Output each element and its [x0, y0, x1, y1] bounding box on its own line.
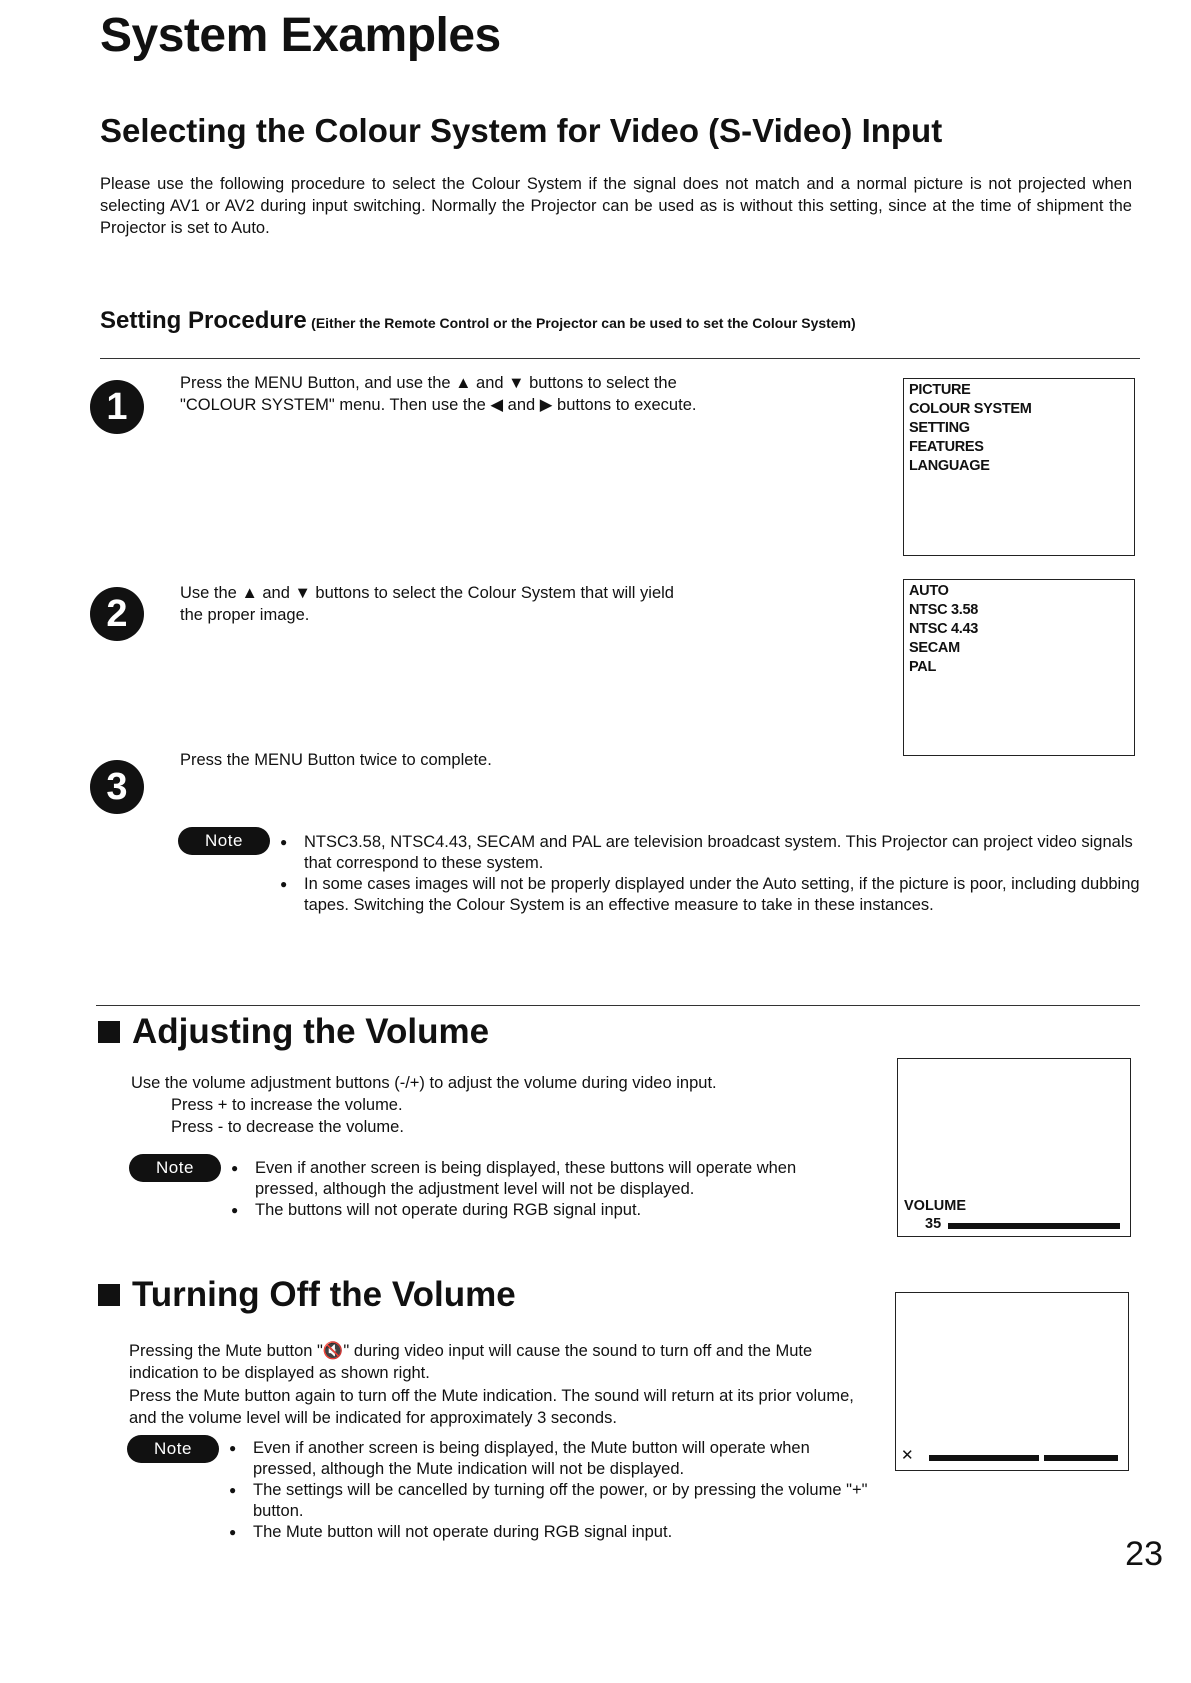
procedure-heading-main: Setting Procedure	[100, 307, 307, 334]
divider-2	[96, 1005, 1140, 1006]
step-1-text: Press the MENU Button, and use the ▲ and ▼ buttons to select the "COLOUR SYSTEM" menu. Then use the ◀ and ▶ buttons to execute.	[180, 374, 697, 414]
note-list-3	[229, 1438, 874, 1543]
note-badge-2: Note	[129, 1154, 221, 1182]
step-2-text: Use the ▲ and ▼ buttons to select the Colour System that will yield the proper image.	[180, 584, 674, 624]
menu-item-features: FEATURES	[909, 439, 984, 455]
step-1-number: 1	[90, 380, 144, 434]
menu-item-auto: AUTO	[909, 583, 949, 599]
mute-icon: ✕	[901, 1447, 914, 1464]
menu-item-ntsc-358: NTSC 3.58	[909, 602, 979, 618]
section-title-colour-system: Selecting the Colour System for Video (S-Video) Input	[100, 112, 943, 149]
procedure-heading-sub: (Either the Remote Control or the Projector can be used to set the Colour System)	[311, 315, 856, 331]
menu-screen-colour-system	[903, 579, 1135, 756]
menu-item-colour-system: COLOUR SYSTEM	[909, 401, 1032, 417]
volume-bar-track	[948, 1223, 1120, 1229]
note-3-item-3: ● The Mute button will not operate during RGB signal input.	[229, 1522, 874, 1543]
step-2-number: 2	[90, 587, 144, 641]
section-title-mute	[98, 1275, 516, 1315]
menu-item-pal: PAL	[909, 659, 937, 675]
intro-paragraph: Please use the following procedure to select the Colour System if the signal does not match and a normal picture is not projected when selecting AV1 or AV2 during input switching. Normally the Projector can be used as is without this setting, since at the time of shipment the Projector is set to Auto.	[100, 175, 1132, 237]
volume-value: 35	[925, 1216, 942, 1232]
mute-paragraph-2: Press the Mute button again to turn off the Mute indication. The sound will return at its prior volume, and the volume level will be indicated for approximately 3 seconds.	[129, 1387, 854, 1427]
section-title-volume-text: Adjusting the Volume	[132, 1012, 490, 1051]
page-title: System Examples	[100, 9, 501, 62]
square-bullet-icon	[98, 1284, 120, 1306]
menu-screen-main	[903, 378, 1135, 556]
volume-line-3: Press - to decrease the volume.	[171, 1118, 404, 1136]
menu-item-language: LANGUAGE	[909, 458, 990, 474]
volume-line-1: Use the volume adjustment buttons (-/+) to adjust the volume during video input.	[131, 1074, 717, 1092]
step-3-text: Press the MENU Button twice to complete.	[180, 751, 492, 769]
volume-line-2: Press + to increase the volume.	[171, 1096, 403, 1114]
volume-label: VOLUME	[904, 1198, 967, 1214]
procedure-heading	[100, 307, 1140, 335]
note-badge-3: Note	[127, 1435, 219, 1463]
note-3-item-1: ● Even if another screen is being displayed, the Mute button will operate when pressed, although the Mute indication will not be displayed.	[229, 1438, 874, 1480]
step-3-number: 3	[90, 760, 144, 814]
menu-list-colour-system	[909, 582, 1129, 677]
menu-item-picture: PICTURE	[909, 382, 971, 398]
menu-item-ntsc-443: NTSC 4.43	[909, 621, 979, 637]
note-2-item-1: ● Even if another screen is being displayed, these buttons will operate when pressed, although the adjustment level will not be displayed.	[231, 1158, 861, 1200]
note-3-item-2: ● The settings will be cancelled by turning off the power, or by pressing the volume "+" button.	[229, 1480, 874, 1522]
page-number: 23	[1125, 1535, 1163, 1573]
volume-bar-fill	[948, 1223, 1120, 1229]
mute-screen	[895, 1292, 1129, 1471]
square-bullet-icon	[98, 1021, 120, 1043]
note-list-2	[231, 1158, 861, 1221]
note-1-item-1: ● NTSC3.58, NTSC4.43, SECAM and PAL are television broadcast system. This Projector can project video signals that correspond to these system.	[280, 832, 1140, 874]
note-badge-1: Note	[178, 827, 270, 855]
note-2-item-2: ● The buttons will not operate during RGB signal input.	[231, 1200, 861, 1221]
volume-screen	[897, 1058, 1131, 1237]
menu-item-setting: SETTING	[909, 420, 970, 436]
menu-item-secam: SECAM	[909, 640, 960, 656]
section-title-mute-text: Turning Off the Volume	[132, 1275, 516, 1314]
mute-bar-segment-1	[929, 1455, 1039, 1461]
menu-list-main	[909, 381, 1129, 476]
section-title-volume	[98, 1012, 489, 1052]
mute-bar-segment-2	[1044, 1455, 1118, 1461]
note-1-item-2: ● In some cases images will not be properly displayed under the Auto setting, if the picture is poor, including dubbing tapes. Switching the Colour System is an effective measure to take in these instances.	[280, 874, 1140, 916]
divider	[100, 358, 1140, 359]
note-list-1	[280, 832, 1140, 916]
mute-paragraph-1: Pressing the Mute button "🔇" during video input will cause the sound to turn off and the Mute indication to be displayed as shown right.	[129, 1342, 813, 1382]
